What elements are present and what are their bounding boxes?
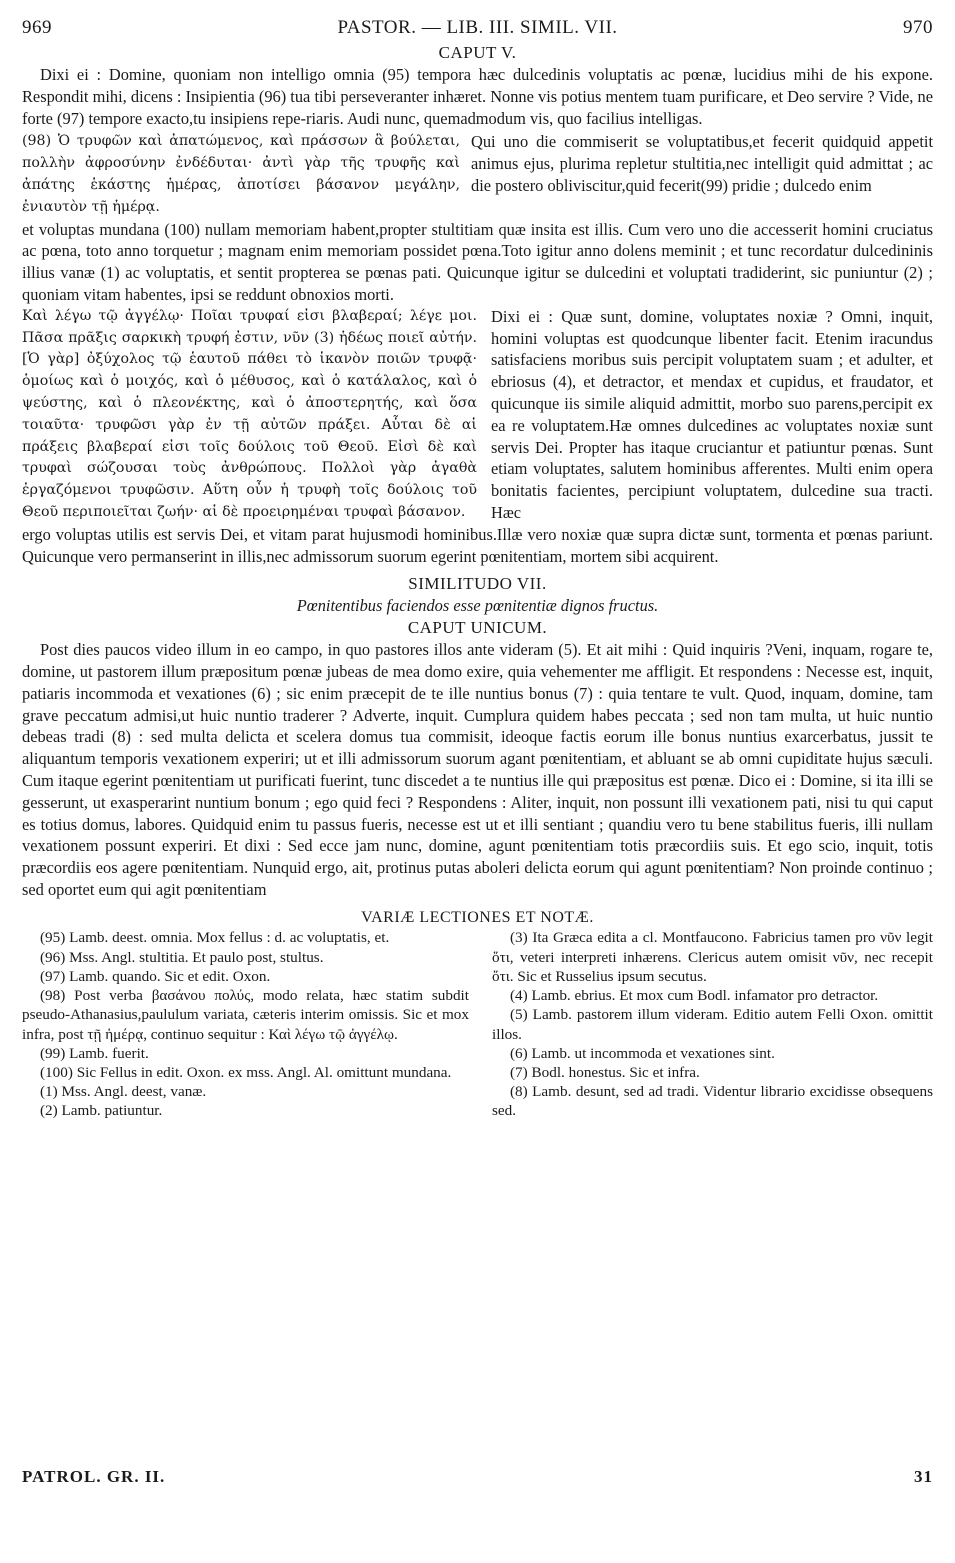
- note-item: (7) Bodl. honestus. Sic et infra.: [510, 1063, 700, 1081]
- notes-left-column: [22, 928, 469, 1120]
- note-item: (6) Lamb. ut incommoda et vexationes sint.: [510, 1044, 775, 1062]
- note-item: (99) Lamb. fuerit.: [40, 1044, 149, 1062]
- page-footer: [22, 1466, 933, 1488]
- running-header: [22, 16, 933, 40]
- latin-column-2: Dixi ei : Quæ sunt, domine, voluptates noxiæ ? Omni, inquit, homini voluptas est quodcunque libenter facit. Etenim iracundus satisfaciens moribus suis percipit voluptatem suam ; et adulter, et ebriosus (4), et detractor, et mendax et cupidus, et fraudator, et quicunque iis simile aliquid admittit, morbo suo parens,percipit ex ea re voluptatem.Hæ omnes dulcedines ac voluptates noxiæ sunt servis Dei. Propter has itaque cruciantur et patiuntur pœnas. Sunt etiam voluptates, salutem hominibus afferentes. Multi enim opera bonitatis facientes, percipiunt voluptatem, dulcedine sua tracti. Hæc: [491, 306, 933, 522]
- footer-collection-label: PATROL. GR. II.: [22, 1467, 166, 1486]
- notes-columns: [22, 928, 933, 1120]
- notes-right-column: [492, 928, 933, 1120]
- similitudo-subtitle: Pœnitentibus faciendos esse pœnitentiæ dignos fructus.: [296, 596, 659, 616]
- running-title: PASTOR. — LIB. III. SIMIL. VII.: [337, 17, 618, 38]
- caput-v-continuation-1: et voluptas mundana (100) nullam memoriam habent,propter stultitiam quæ insita est illis. Cum vero uno die accesserit homini cruciatus ac pœna, toto anno torquetur ; magnam enim memoriam possidet pœna.Toto igitur anno dolens meminit ; et tunc recordatur dulcedininis illius vanæ (1) ac voluptatis, et sentit propterea se pœnas pati. Quicunque igitur se dulcedini et voluptati tradiderint, sic puniuntur (2) ; quoniam vitam habentes, ipsi se reddunt obnoxios morti.: [22, 219, 933, 304]
- parallel-block-1: [22, 131, 933, 218]
- note-item: (100) Sic Fellus in edit. Oxon. ex mss. Angl. Al. omittunt mundana.: [40, 1063, 452, 1081]
- note-item: (3) Ita Græca edita a cl. Montfaucono. Fabricius tamen pro νῦν legit ὅτι, veteri interpreti inhærens. Clericus autem omisit νῦν, nec recepit ὅτι. Sic et Russelius ipsum secutus.: [492, 929, 933, 985]
- greek-column-1: (98) Ὁ τρυφῶν καὶ ἀπατώμενος, καὶ πράσσων ἃ βούλεται, πολλὴν ἀφροσύνην ἐνδέδυται· ἀντὶ γὰρ τῆς τρυφῆς καὶ ἀπάτης ἑκάστης ἡμέρας, ἀποτίσει βάσανον μεγάλην, ἐνιαυτὸν τῇ ἡμέρᾳ.: [22, 133, 460, 215]
- note-item: (1) Mss. Angl. deest, vanæ.: [40, 1083, 207, 1101]
- similitudo-heading: SIMILITUDO VII.: [408, 574, 547, 594]
- similitudo-text: Post dies paucos video illum in eo campo, in quo pastores illos ante videram (5). Et ait mihi : Quid inquiris ?Veni, inquam, rogare te, domine, ut pastorem illum præpositum pœnæ jubeas de mea domo exire, quia vehementer me affligit. Et respondens : Necesse est, inquit, patiaris incommoda et vexationes (6) ; sic enim præcepit de te ille nuntius bonus (7) : quia tentare te vult. Quod, inquam, domine, tam grave peccatum admisi,ut huic nuntio traderer ? Adverte, inquit. Cumplura quidem habes peccata ; sed non tam multa, ut huic nuntio debeas tradi (8) : sed multa delicta et scelera domus tua commisit, ideoque factis eorum ille bonus nuntius exarcerbatus, jussit te aliquantum temporis vexationem experiri; ut et illi admissorum suorum agant pœnitentiam, et abluant se ab omni cupiditate hujus sæculi. Cum itaque egerint pœnitentiam ut purificati fuerint, tunc discedet a te nuntius ille qui præpositus est pœnæ. Dico ei : Domine, si ita illi se gesserunt, ut exasperarint nuntium bonum ; ego quid feci ? Respondens : Aliter, inquit, non possunt illi vexationem pati, nisi tu qui caput es totius domus, labores. Quidquid enim tu passus fueris, necesse est ut et illi sentiant ; quandiu vero tu bene stabilitus fueris, illi nullam vexationem possunt experiri. Et dixi : Sed ecce jam nunc, domine, agunt pœnitentiam totis præcordiis suis. Et ego scio, inquit, totis præcordiis eos agere pœnitentiam. Nunquid ergo, ait, protinus putas aboleri delicta eorum qui agunt pœnitentiam? Non proinde continuo ; sed oportet eum qui agit pœnitentiam: [22, 640, 933, 899]
- caput-v-intro: Dixi ei : Domine, quoniam non intelligo omnia (95) tempora hæc dulcedinis voluptatis ac pœnæ, lucidius mihi de his expone. Respondit mihi, dicens : Insipientia (96) tua tibi perseveranter inhæret. Nonne vis potius mentem tuam purificare, et Deo servire ? Vide, ne forte (97) tempore exacto,tu insipiens repe-riaris. Audi nunc, quemadmodum vis, quo facilius intelligas.: [22, 65, 933, 128]
- caput-v-heading: CAPUT V.: [438, 43, 517, 62]
- footer-signature-number: 31: [914, 1467, 933, 1486]
- note-item: (8) Lamb. desunt, sed ad tradi. Videntur librario excidisse obsequens sed.: [492, 1083, 933, 1120]
- note-item: (4) Lamb. ebrius. Et mox cum Bodl. infamator pro detractor.: [510, 987, 879, 1005]
- page-number-right: 970: [902, 17, 933, 38]
- note-item: (95) Lamb. deest. omnia. Mox fellus : d. ac voluptatis, et.: [40, 929, 390, 947]
- greek-column-2: Καὶ λέγω τῷ ἀγγέλῳ· Ποῖαι τρυφαί εἰσι βλαβεραί; λέγε μοι. Πᾶσα πρᾶξις σαρκικὴ τρυφή ἐστιν, νῦν (3) ἡδέως ποιεῖ αὐτήν. [Ὁ γὰρ] ὀξύχολος τῷ ἑαυτοῦ πάθει τὸ ἱκανὸν ποιῶν τρυφᾷ· ὁμοίως καὶ ὁ μοιχός, καὶ ὁ μέθυσος, καὶ ὁ κατάλαλος, καὶ ὁ ψεύστης, καὶ ὁ πλεονέκτης, καὶ ὁ ἀποστερητής, καὶ ὅσα τοιαῦτα· τρυφῶσι γὰρ ἐν τῇ αὐτῶν πράξει. Αὗται δὲ αἱ πράξεις βλαβεραί εἰσι τοῖς δούλοις τοῦ Θεοῦ. Εἰσὶ δὲ καὶ τρυφαὶ σώζουσαι τοὺς ἀνθρώπους. Πολλοὶ γὰρ ἀγαθὰ ἐργαζόμενοι τρυφῶσιν. Αὕτη οὖν ἡ τρυφὴ τοῖς δούλοις τοῦ Θεοῦ περιποιεῖται ζωήν· αἱ δὲ προειρημέναι τρυφαὶ βάσανον.: [22, 307, 477, 520]
- note-item: (5) Lamb. pastorem illum videram. Editio autem Felli Oxon. omittit illos.: [492, 1006, 933, 1043]
- notes-heading: VARIÆ LECTIONES ET NOTÆ.: [361, 908, 594, 926]
- note-item: (97) Lamb. quando. Sic et edit. Oxon.: [40, 967, 271, 985]
- caput-unicum-heading: CAPUT UNICUM.: [407, 618, 548, 638]
- page-number-left: 969: [22, 17, 52, 38]
- note-item: (98) Post verba βασάνου πολύς, modo relata, hæc statim subdit pseudo-Athanasius,paululum variata, cæteris interim omissis. Sic et mox infra, post τῇ ἡμέρᾳ, continuo sequitur : Καὶ λέγω τῷ ἀγγέλῳ.: [22, 987, 469, 1043]
- note-item: (96) Mss. Angl. stultitia. Et paulo post, stultus.: [40, 948, 324, 966]
- note-item: (2) Lamb. patiuntur.: [40, 1102, 163, 1120]
- parallel-block-2: [22, 306, 933, 524]
- latin-column-1: Qui uno die commiserit se voluptatibus,et fecerit quidquid appetit animus ejus, plurima repletur stultitia,nec intelligit quid admittat ; ac die postero obliviscitur,quid fecerit(99) pridie ; dulcedo enim: [471, 132, 933, 195]
- caput-v-continuation-2: ergo voluptas utilis est servis Dei, et vitam parat hujusmodi hominibus.Illæ vero noxiæ quæ supra dictæ sunt, tormenta et pœnas pariunt. Quicunque vero permanserint in illis,nec admissorum suorum egerint pœnitentiam, mortem sibi acquirent.: [22, 524, 933, 566]
